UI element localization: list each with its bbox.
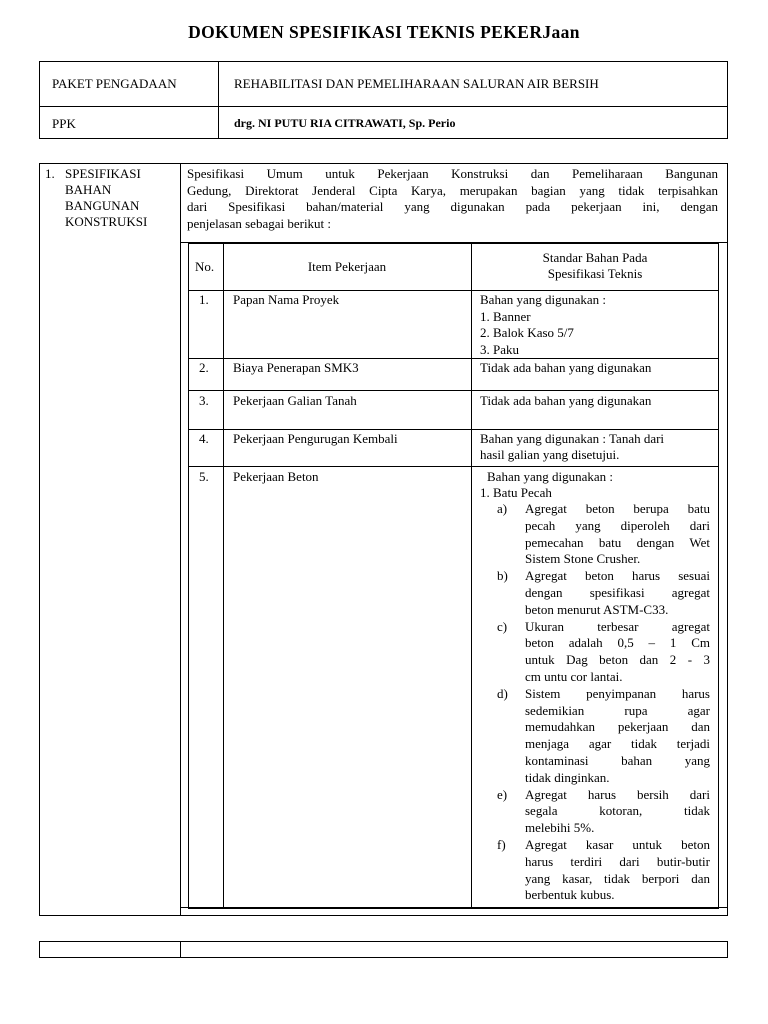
row-item: Papan Nama Proyek (233, 292, 340, 307)
header-standar: Spesifikasi Teknis (547, 266, 643, 281)
row-no: 5. (199, 469, 209, 484)
subitem-line: cm untu cor lantai. (525, 669, 623, 684)
row-no: 3. (199, 393, 209, 408)
row-item: Pekerjaan Beton (233, 469, 319, 484)
document-title: DOKUMEN SPESIFIKASI TEKNIS PEKERJaan (188, 22, 580, 42)
subitem-label: f) (497, 837, 506, 852)
paket-value: REHABILITASI DAN PEMELIHARAAN SALURAN AIR BERSIH (234, 76, 599, 91)
row-item: Pekerjaan Pengurugan Kembali (233, 431, 398, 446)
header-item: Item Pekerjaan (307, 259, 387, 274)
row-divider (188, 358, 719, 359)
subitem-line: pecah yang diperoleh dari (525, 517, 710, 533)
subitem-line: Sistem penyimpanan harus (525, 685, 710, 701)
row-material: Bahan yang digunakan : (480, 292, 606, 307)
subitem-line: berbentuk kubus. (525, 887, 615, 903)
section-title-line: KONSTRUKSI (65, 214, 148, 229)
next-section-frame (39, 941, 728, 958)
subitem-line: untuk Dag beton dan 2 - 3 (525, 652, 710, 668)
row-material: 3. Paku (480, 342, 519, 357)
subitem-line: Agregat kasar untuk beton (525, 837, 710, 852)
subitem-line: kontaminasi bahan yang (525, 753, 710, 768)
subitem-line: Agregat beton harus sesuai (525, 568, 710, 584)
subitem-line: Ukuran terbesar agregat (525, 618, 710, 634)
header-row-divider (39, 106, 728, 107)
section-divider (180, 163, 181, 916)
subitem-line: Agregat beton berupa batu (525, 501, 710, 516)
section-title-line: SPESIFIKASI (65, 166, 141, 181)
row-material: 1. Banner (480, 309, 531, 324)
row-item: Pekerjaan Galian Tanah (233, 393, 357, 408)
row-divider (188, 290, 719, 291)
intro-line: penjelasan sebagai berikut : (187, 216, 332, 231)
row-material: 2. Balok Kaso 5/7 (480, 325, 574, 340)
subitem-line: sedemikian rupa agar (525, 702, 710, 718)
subitem-label: e) (497, 786, 508, 802)
subitem-line: segala kotoran, tidak (525, 803, 710, 819)
row-no: 4. (199, 431, 209, 446)
subitem-line: beton adalah 0,5 – 1 Cm (525, 635, 710, 651)
paket-label: PAKET PENGADAAN (52, 76, 177, 91)
intro-line: Spesifikasi Umum untuk Pekerjaan Konstruksi dan Pemeliharaan Bangunan (187, 166, 718, 181)
subitem-label: d) (497, 685, 508, 701)
subitem-line: beton menurut ASTM-C33. (525, 601, 669, 617)
row-material: 1. Batu Pecah (480, 485, 552, 500)
next-section-divider (180, 941, 181, 958)
subitem-line: tidak dinginkan. (525, 769, 610, 785)
row-divider (188, 390, 719, 391)
subitem-label: a) (497, 501, 508, 516)
row-item: Biaya Penerapan SMK3 (233, 360, 359, 375)
row-divider (188, 466, 719, 467)
section-title-line: BAHAN (65, 182, 112, 197)
subitem-label: c) (497, 618, 508, 634)
row-material: Tidak ada bahan yang digunakan (480, 360, 652, 375)
row-material: Tidak ada bahan yang digunakan (480, 393, 652, 408)
header-divider (218, 61, 219, 139)
subitem-line: pemecahan batu dengan Wet (525, 534, 710, 550)
intro-line: Gedung, Direktorat Jenderal Cipta Karya, merupakan bagian yang tidak terpisahkan (187, 183, 718, 198)
row-no: 1. (199, 292, 209, 307)
section-number: 1. (45, 166, 55, 181)
subitem-label: b) (497, 568, 508, 584)
row-material: Bahan yang digunakan : (487, 469, 613, 484)
beton-subitems (497, 501, 712, 905)
subitem-line: yang kasar, tidak berpori dan (525, 870, 710, 886)
subitem-line: Sistem Stone Crusher. (525, 551, 641, 567)
subitem-line: memudahkan pekerjaan dan (525, 719, 710, 735)
col-divider-item (471, 243, 472, 909)
subitem-line: dengan spesifikasi agregat (525, 585, 710, 600)
row-divider (188, 429, 719, 430)
section-title-line: BANGUNAN (65, 198, 140, 213)
ppk-value: drg. NI PUTU RIA CITRAWATI, Sp. Perio (234, 116, 456, 130)
subitem-line: harus terdiri dari butir-butir (525, 853, 710, 869)
col-divider-no (223, 243, 224, 909)
header-standar: Standar Bahan Pada (542, 250, 648, 265)
row-material: hasil galian yang disetujui. (480, 447, 620, 462)
row-material: Bahan yang digunakan : Tanah dari (480, 431, 665, 446)
row-no: 2. (199, 360, 209, 375)
header-no: No. (195, 259, 215, 274)
subitem-line: melebihi 5%. (525, 820, 595, 836)
subitem-line: menjaga agar tidak terjadi (525, 736, 710, 752)
intro-line: dari Spesifikasi bahan/material yang digunakan pada pekerjaan ini, dengan (187, 199, 718, 214)
ppk-label: PPK (52, 116, 76, 131)
subitem-line: Agregat harus bersih dari (525, 786, 710, 802)
